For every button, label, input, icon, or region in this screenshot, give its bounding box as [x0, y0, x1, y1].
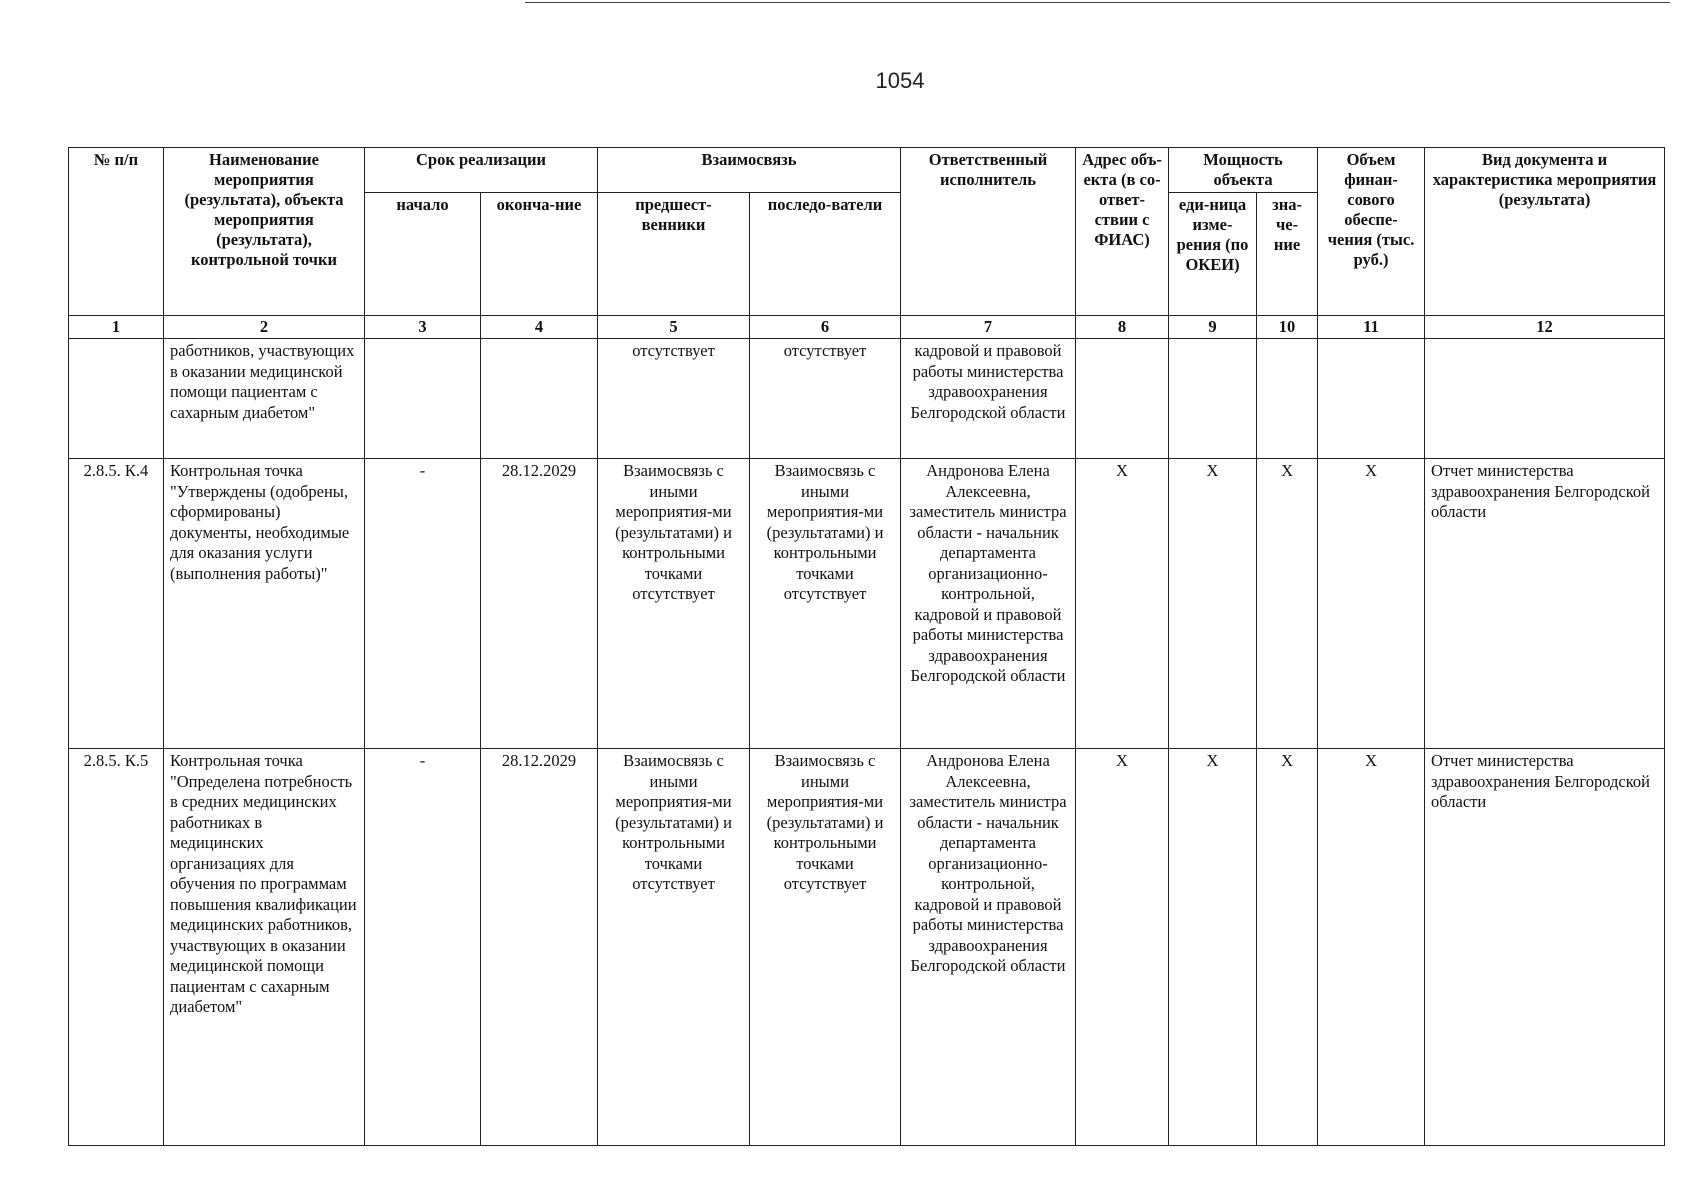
header-finance: Объем финан-сового обеспе-чения (тыс. руб.): [1318, 148, 1425, 316]
page-number: 1054: [875, 68, 925, 93]
row-successors: Взаимосвязь с иными мероприятия-ми (результатами) и контрольными точками отсутствует: [750, 749, 901, 1146]
row-value: X: [1257, 749, 1318, 1146]
header-num: № п/п: [69, 148, 164, 316]
column-number: 2: [164, 316, 365, 339]
row-unit: [1169, 339, 1257, 459]
row-start: -: [365, 459, 481, 749]
row-doc: [1425, 339, 1665, 459]
header-unit: еди-ница изме-рения (по ОКЕИ): [1169, 193, 1257, 316]
row-responsible: Андронова Елена Алексеевна, заместитель министра области - начальник департамента организационно-контрольной, кадровой и правовой работы министерства здравоохранения Белгородской области: [901, 749, 1076, 1146]
column-number: 10: [1257, 316, 1318, 339]
row-unit: X: [1169, 459, 1257, 749]
row-successors: отсутствует: [750, 339, 901, 459]
row-responsible: Андронова Елена Алексеевна, заместитель министра области - начальник департамента организационно-контрольной, кадровой и правовой работы министерства здравоохранения Белгородской области: [901, 459, 1076, 749]
row-predecessors: Взаимосвязь с иными мероприятия-ми (результатами) и контрольными точками отсутствует: [598, 459, 750, 749]
column-number: 5: [598, 316, 750, 339]
row-name: Контрольная точка "Определена потребность в средних медицинских работниках в медицинских организациях для обучения по программам повышения квалификации медицинских работников, участвующих в оказании медицинской помощи пациентам с сахарным диабетом": [164, 749, 365, 1146]
header-doc-type: Вид документа и характеристика мероприятия (результата): [1425, 148, 1665, 316]
row-responsible: кадровой и правовой работы министерства здравоохранения Белгородской области: [901, 339, 1076, 459]
row-value: [1257, 339, 1318, 459]
row-name: работников, участвующих в оказании медицинской помощи пациентам с сахарным диабетом": [164, 339, 365, 459]
row-end: 28.12.2029: [481, 749, 598, 1146]
row-address: [1076, 339, 1169, 459]
row-address: X: [1076, 459, 1169, 749]
row-address: X: [1076, 749, 1169, 1146]
row-doc: Отчет министерства здравоохранения Белгородской области: [1425, 749, 1665, 1146]
top-rule: [525, 2, 1670, 3]
row-num: [69, 339, 164, 459]
header-term-end: оконча-ние: [481, 193, 598, 316]
table-row: [69, 749, 1665, 1146]
row-finance: X: [1318, 749, 1425, 1146]
row-doc: Отчет министерства здравоохранения Белгородской области: [1425, 459, 1665, 749]
table-row: [69, 339, 1665, 459]
row-successors: Взаимосвязь с иными мероприятия-ми (результатами) и контрольными точками отсутствует: [750, 459, 901, 749]
row-start: -: [365, 749, 481, 1146]
column-number: 8: [1076, 316, 1169, 339]
header-term-start: начало: [365, 193, 481, 316]
row-end: 28.12.2029: [481, 459, 598, 749]
header-relation: Взаимосвязь: [598, 148, 901, 193]
column-number: 3: [365, 316, 481, 339]
column-number: 12: [1425, 316, 1665, 339]
header-capacity: Мощность объекта: [1169, 148, 1318, 193]
header-name: Наименование мероприятия (результата), объекта мероприятия (результата), контрольной точки: [164, 148, 365, 316]
row-predecessors: Взаимосвязь с иными мероприятия-ми (результатами) и контрольными точками отсутствует: [598, 749, 750, 1146]
header-responsible: Ответственный исполнитель: [901, 148, 1076, 316]
row-num: 2.8.5. К.4: [69, 459, 164, 749]
row-start: [365, 339, 481, 459]
column-number: 9: [1169, 316, 1257, 339]
column-number: 7: [901, 316, 1076, 339]
header-successors: последо-ватели: [750, 193, 901, 316]
row-finance: [1318, 339, 1425, 459]
row-unit: X: [1169, 749, 1257, 1146]
header-address: Адрес объ-екта (в со-ответ-ствии с ФИАС): [1076, 148, 1169, 316]
header-term: Срок реализации: [365, 148, 598, 193]
row-value: X: [1257, 459, 1318, 749]
row-finance: X: [1318, 459, 1425, 749]
column-number: 1: [69, 316, 164, 339]
header-predecessors: предшест-венники: [598, 193, 750, 316]
column-number: 11: [1318, 316, 1425, 339]
row-end: [481, 339, 598, 459]
column-number: 6: [750, 316, 901, 339]
table-row: [69, 459, 1665, 749]
column-number: 4: [481, 316, 598, 339]
row-name: Контрольная точка "Утверждены (одобрены, сформированы) документы, необходимые для оказания услуги (выполнения работы)": [164, 459, 365, 749]
header-value: зна-че-ние: [1257, 193, 1318, 316]
row-predecessors: отсутствует: [598, 339, 750, 459]
row-num: 2.8.5. К.5: [69, 749, 164, 1146]
events-table: [68, 147, 1665, 1146]
